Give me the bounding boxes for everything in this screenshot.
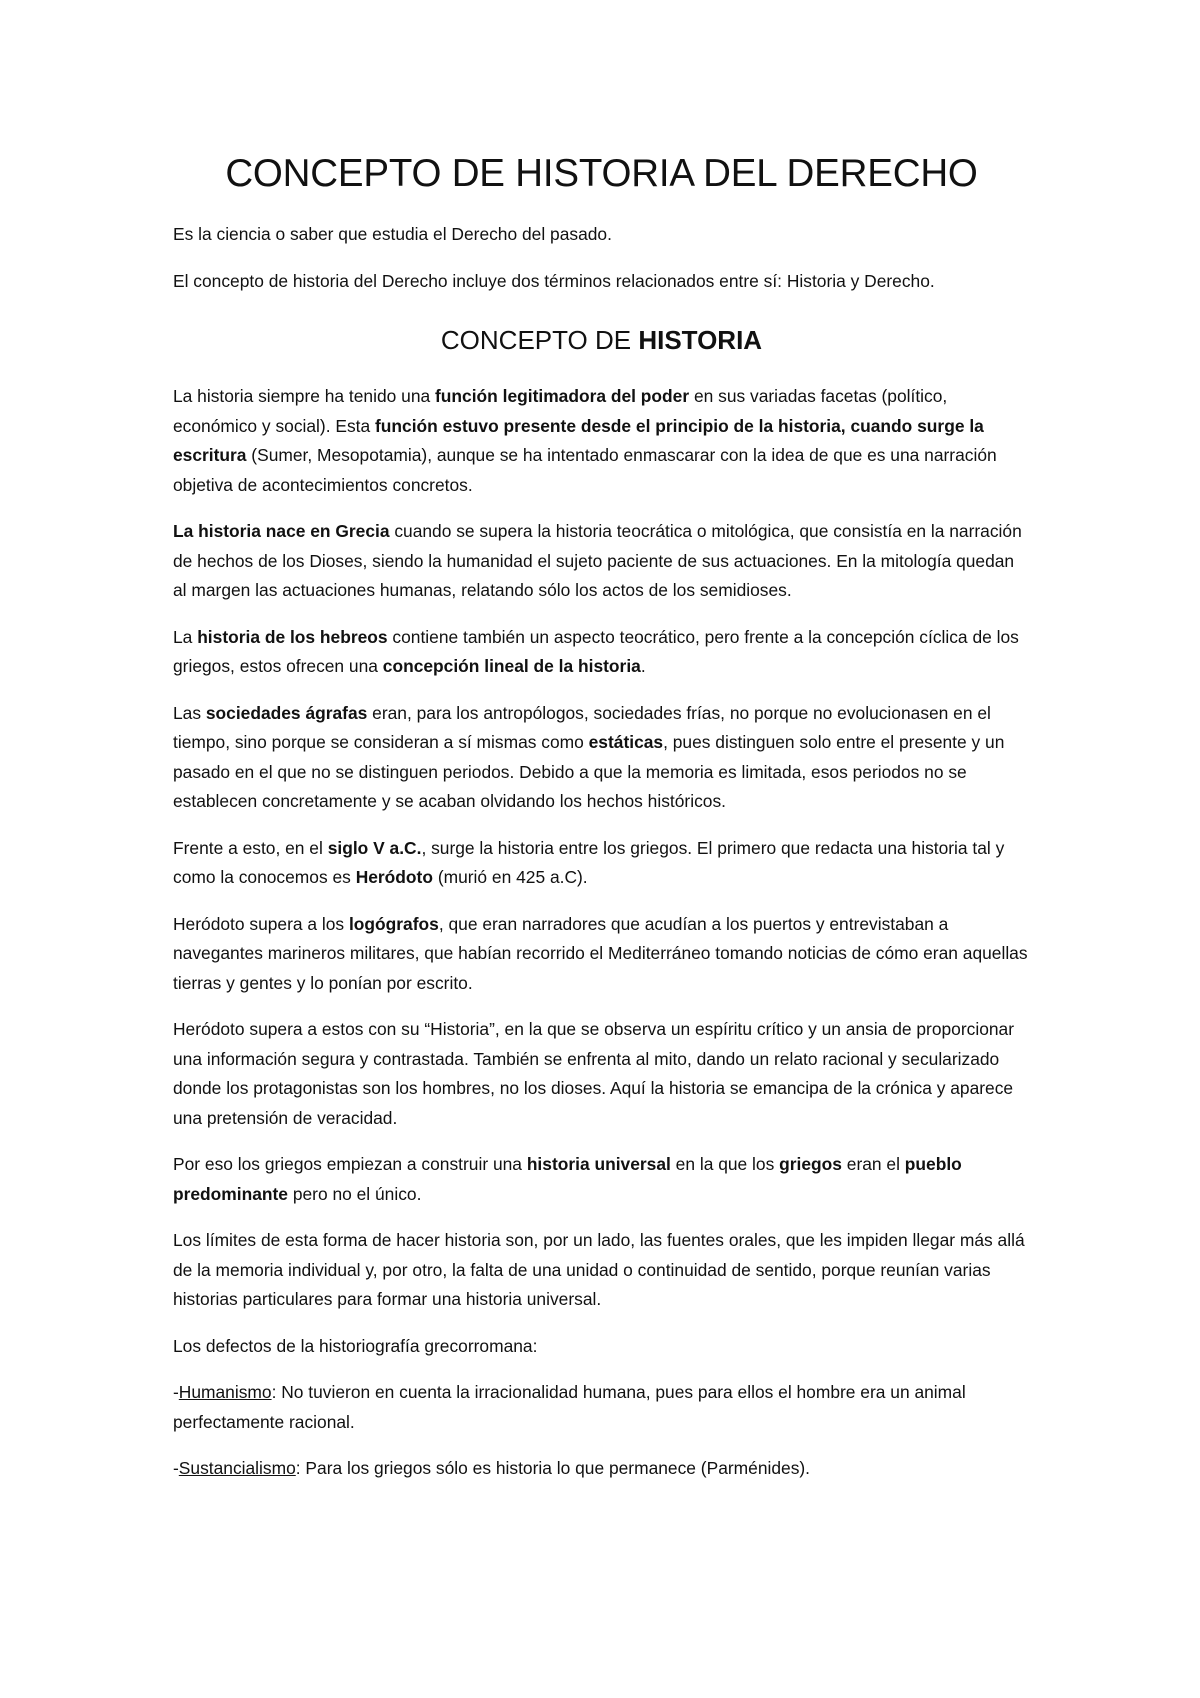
text-run: contiene también un aspecto teocrático, pero frente a la concepción cíclica de los griegos, estos ofrecen una — [173, 626, 1019, 676]
paragraph-1 — [173, 382, 1030, 500]
text-run: (Sumer, Mesopotamia), aunque se ha intentado enmascarar con la idea de que es una narración objetiva de acontecimientos concretos. — [173, 445, 997, 495]
section-heading-plain: CONCEPTO DE — [440, 325, 639, 355]
text-run: : No tuvieron en cuenta la irracionalidad humana, pues para ellos el hombre era un animal perfectamente racional. — [173, 1382, 966, 1432]
intro-paragraph-2: El concepto de historia del Derecho incluye dos términos relacionados entre sí: Historia y Derecho. — [173, 270, 935, 291]
bold-run: función legitimadora del poder — [435, 386, 690, 406]
text-run: - — [173, 1382, 179, 1402]
section-heading-bold: HISTORIA — [638, 325, 763, 355]
text-run: Heródoto supera a estos con su “Historia”, en la que se observa un espíritu crítico y un ansia de proporcionar una información segura y contrastada. También se enfrenta al mito, dando un relato racional y secularizado donde los protagonistas son los hombres, no los dioses. Aquí la historia se emancipa de la crónica y aparece una pretensión de veracidad. — [173, 1019, 1015, 1128]
paragraph-10 — [173, 1332, 1030, 1362]
paragraph-8 — [173, 1150, 1030, 1209]
bold-run: La historia nace en Grecia — [173, 521, 390, 541]
text-run: Frente a esto, en el — [173, 837, 328, 858]
text-run: . — [640, 656, 646, 676]
bold-run: concepción lineal de la historia — [382, 656, 641, 676]
paragraph-2 — [173, 517, 1030, 606]
text-run: en la que los — [670, 1154, 780, 1174]
intro-paragraph-1: Es la ciencia o saber que estudia el Derecho del pasado. — [173, 224, 612, 244]
section-heading — [173, 324, 1030, 356]
paragraph-5 — [173, 834, 1030, 893]
bold-run: siglo V a.C. — [327, 837, 422, 858]
text-run: La — [173, 626, 198, 647]
text-run: pero no el único. — [287, 1183, 422, 1204]
text-run: Los defectos de la historiografía grecorromana: — [173, 1335, 538, 1356]
text-run: Heródoto supera a los — [173, 913, 349, 934]
underlined-run: Humanismo — [178, 1382, 272, 1402]
paragraph-4 — [173, 699, 1030, 817]
paragraph-11 — [173, 1378, 1030, 1437]
bold-run: griegos — [779, 1154, 842, 1174]
bold-run: Heródoto — [355, 867, 433, 887]
text-run: en sus variadas facetas (político, económico y social). Esta — [173, 386, 948, 436]
text-run: La historia siempre ha tenido una — [173, 386, 435, 406]
bold-run: función estuvo presente desde el principio de la historia, cuando surge la escritura — [173, 415, 984, 465]
text-run: , surge la historia entre los griegos. El primero que redacta una historia tal y como la conocemos es — [173, 837, 1005, 887]
text-run: cuando se supera la historia teocrática o mitológica, que consistía en la narración de hechos de los Dioses, siendo la humanidad el sujeto paciente de sus actuaciones. En la mitología quedan al margen las actuaciones humanas, relatando sólo los actos de los semidioses. — [173, 521, 1022, 600]
paragraph-6 — [173, 910, 1030, 999]
paragraph-7 — [173, 1015, 1030, 1133]
text-run: - — [173, 1458, 179, 1478]
bold-run: historia de los hebreos — [197, 626, 388, 647]
bold-run: sociedades ágrafas — [205, 702, 368, 723]
text-run: eran, para los antropólogos, sociedades frías, no porque no evolucionasen en el tiempo, sino porque se consideran a sí mismas como — [173, 702, 991, 752]
text-run: , pues distinguen solo entre el presente y un pasado en el que no se distinguen periodos. Debido a que la memoria es limitada, esos periodos no se establecen concretamente y se acaban olvidando los hechos históricos. — [173, 732, 1005, 811]
text-run: : Para los griegos sólo es historia lo que permanece (Parménides). — [295, 1458, 811, 1478]
text-run: Por eso los griegos empiezan a construir una — [173, 1154, 527, 1174]
text-run: (murió en 425 a.C). — [432, 867, 588, 887]
text-run: eran el — [841, 1154, 905, 1174]
bold-run: historia universal — [526, 1154, 671, 1174]
underlined-run: Sustancialismo — [178, 1458, 296, 1478]
bold-run: estáticas — [588, 732, 664, 752]
text-run: Los límites de esta forma de hacer historia son, por un lado, las fuentes orales, que les impiden llegar más allá de la memoria individual y, por otro, la falta de una unidad o continuidad de sentido, porque reunían varias historias particulares para formar una historia universal. — [173, 1230, 1025, 1309]
paragraph-12 — [173, 1454, 1030, 1484]
text-run: , que eran narradores que acudían a los puertos y entrevistaban a navegantes marineros militares, que habían recorrido el Mediterráneo tomando noticias de cómo eran aquellas tierras y gentes y lo ponían por escrito. — [173, 913, 1028, 993]
bold-run: logógrafos — [348, 913, 439, 934]
text-run: Las — [173, 702, 206, 723]
bold-run: pueblo predominante — [173, 1154, 962, 1204]
document-title: CONCEPTO DE HISTORIA DEL DERECHO — [225, 152, 978, 195]
paragraph-3 — [173, 623, 1030, 682]
paragraph-9 — [173, 1226, 1030, 1315]
